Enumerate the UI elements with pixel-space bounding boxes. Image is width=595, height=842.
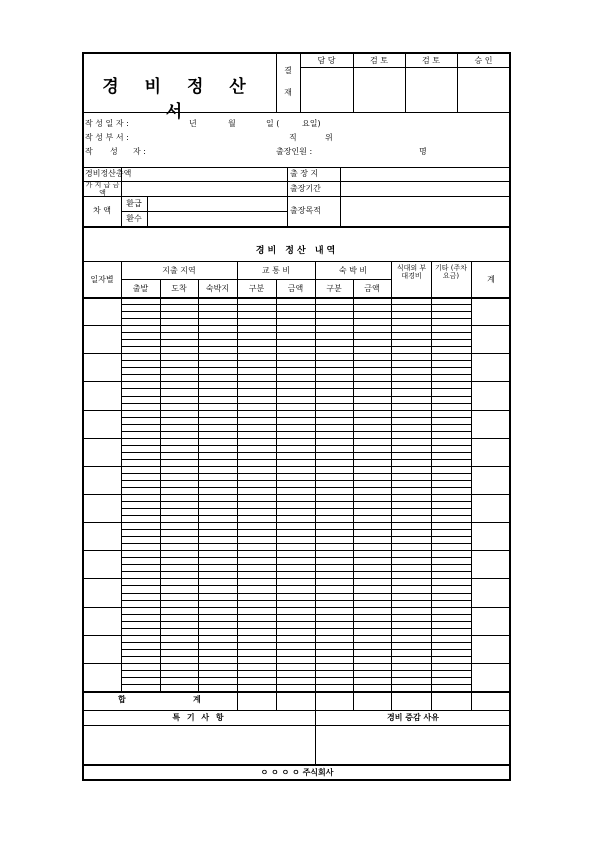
date-month-label: 월 [228,119,236,128]
col-group-region: 지출 지역 [162,266,196,275]
total-label-b: 계 [193,695,201,704]
detail-subrow-line [121,396,471,397]
detail-date-cell[interactable] [84,551,120,577]
date-weekday-label: 요일) [302,119,321,128]
trip-purpose-field[interactable] [341,197,510,225]
notes-label: 특 기 사 항 [172,713,226,722]
detail-subrow-line [121,600,471,601]
approval-sign-approve[interactable] [458,68,510,111]
detail-row-line [83,353,511,354]
col-lodging-amount: 금액 [364,284,380,293]
author-label-2: 성 [110,147,118,156]
notes-field[interactable] [84,726,314,763]
detail-subrow-line [121,593,471,594]
date-label: 작 성 일 자 : [85,119,129,128]
col-group-lodging: 숙 박 비 [338,266,368,275]
detail-row-line [83,635,511,636]
reason-field[interactable] [316,726,510,763]
detail-subrow-line [121,571,471,572]
total-expense-label: 경비정산총액 [85,169,132,178]
detail-subrow-line [121,304,471,305]
col-lodging-type: 구분 [326,284,342,293]
total-expense-field[interactable] [122,168,286,180]
detail-section-title: 경비 정산 내역 [255,246,339,256]
detail-row-line [83,522,511,523]
detail-date-cell[interactable] [84,664,120,690]
detail-subrow-line [121,677,471,678]
detail-subrow-line [121,487,471,488]
trip-period-field[interactable] [341,182,510,195]
detail-subrow-line [121,656,471,657]
detail-date-cell[interactable] [84,354,120,380]
approval-sign-review-1[interactable] [354,68,404,111]
detail-subrow-line [121,367,471,368]
detail-subrow-line [121,628,471,629]
detail-subrow-line [121,424,471,425]
detail-date-cell[interactable] [84,523,120,549]
detail-subrow-line [121,585,471,586]
detail-subrow-line [121,332,471,333]
detail-subrow-line [121,459,471,460]
detail-subrow-line [121,642,471,643]
detail-subrow-line [121,536,471,537]
detail-row-line [83,578,511,579]
col-transport-type: 구분 [248,284,265,293]
advance-amount-label: 가 지 급 금 액 [85,181,120,197]
detail-row-line [83,607,511,608]
detail-subrow-line [121,473,471,474]
detail-date-cell[interactable] [84,608,120,634]
detail-subrow-line [121,339,471,340]
detail-row-line [83,438,511,439]
trip-purpose-label: 출장목적 [290,206,321,215]
detail-subrow-line [121,684,471,685]
detail-date-cell[interactable] [84,636,120,662]
detail-subrow-line [121,311,471,312]
detail-row-line [83,550,511,551]
trip-place-field[interactable] [341,168,510,180]
detail-subrow-line [121,445,471,446]
refund-label: 환급 [126,199,142,208]
company-name: ㅇ ㅇ ㅇ ㅇ 주식회사 [260,768,334,777]
return-label: 환수 [126,214,142,223]
position-label-2: 위 [325,133,333,142]
detail-date-cell[interactable] [84,298,120,324]
detail-subrow-line [121,557,471,558]
detail-subrow-line [121,614,471,615]
col-arrival: 도착 [171,284,187,293]
detail-date-cell[interactable] [84,382,120,408]
detail-subrow-line [121,670,471,671]
author-label: 작 [85,147,93,156]
detail-subrow-line [121,452,471,453]
detail-subrow-line [121,346,471,347]
detail-date-cell[interactable] [84,579,120,605]
detail-subrow-line [121,480,471,481]
people-label: 출장인원 : [276,147,313,156]
detail-subrow-line [121,529,471,530]
dept-label: 작 성 부 서 : [85,133,129,142]
approval-col-manager: 담 당 [317,56,336,65]
detail-date-cell[interactable] [84,326,120,352]
approval-col-approve: 승 인 [474,56,493,65]
detail-subrow-line [121,649,471,650]
approval-label-bottom: 재 [284,88,292,97]
detail-subrow-line [121,417,471,418]
return-field[interactable] [148,212,286,225]
detail-subrow-line [121,508,471,509]
detail-subrow-line [121,403,471,404]
form-title: 경 비 정 산 서 [102,77,256,122]
detail-subrow-line [121,543,471,544]
trip-place-label: 출 장 지 [290,169,319,178]
advance-amount-field[interactable] [122,182,286,195]
col-etc-parking: 기타 (주차요금) [434,264,467,280]
detail-row-line [83,663,511,664]
trip-period-label: 출장기간 [290,184,321,193]
approval-col-review-2: 검 토 [422,56,440,65]
detail-subrow-line [121,360,471,361]
detail-row-line [83,466,511,467]
author-label-3: 자 : [133,147,146,156]
approval-left-border [276,53,277,112]
date-day-label: 일 ( [266,119,280,128]
people-unit: 명 [419,147,427,156]
refund-field[interactable] [148,197,286,210]
detail-subrow-line [121,621,471,622]
col-sum: 계 [487,275,495,284]
detail-subrow-line [121,564,471,565]
col-meal-misc: 식대외 부대경비 [396,264,427,280]
detail-subrow-line [121,318,471,319]
reason-label: 경비 증감 사유 [387,713,439,722]
col-transport-amount: 금액 [287,284,304,293]
detail-date-cell[interactable] [84,495,120,521]
detail-subrow-line [121,515,471,516]
approval-sign-manager[interactable] [301,68,352,111]
approval-label-top: 결 [284,66,292,75]
detail-row-line [83,410,511,411]
col-lodging-place: 숙박지 [205,284,230,293]
difference-label: 차 액 [93,206,111,215]
detail-date-cell[interactable] [84,411,120,437]
detail-date-cell[interactable] [84,439,120,465]
col-departure: 출발 [132,284,149,293]
date-year-label: 년 [189,119,197,128]
col-date: 일자별 [90,275,114,284]
col-group-transport: 교 통 비 [261,266,291,275]
approval-col-review-1: 검 토 [370,56,388,65]
detail-subrow-line [121,431,471,432]
detail-subrow-line [121,501,471,502]
detail-row-line [83,494,511,495]
detail-subrow-line [121,374,471,375]
detail-subrow-line [121,388,471,389]
detail-date-cell[interactable] [84,467,120,493]
position-label: 직 [289,133,297,142]
approval-sign-review-2[interactable] [406,68,456,111]
detail-row-line [83,381,511,382]
total-label-a: 합 [118,695,126,704]
detail-row-line [83,325,511,326]
